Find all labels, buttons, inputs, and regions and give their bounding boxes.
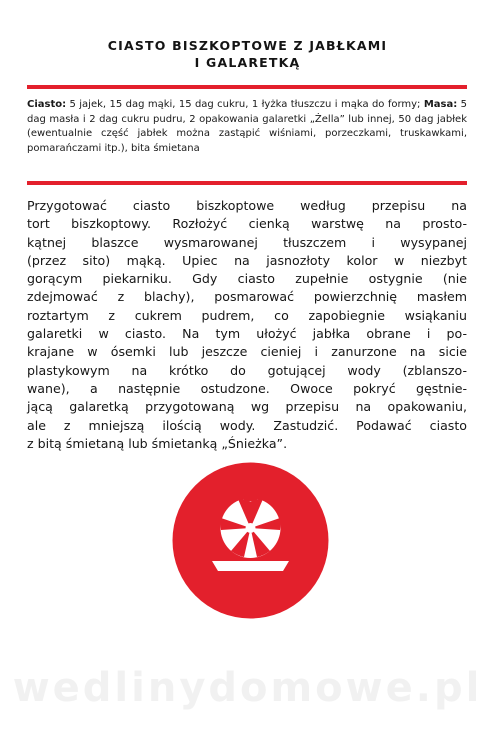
instruction-line: krajane w ósemki lub jeszcze cieniej i zanurzone na sicie bbox=[27, 344, 467, 360]
instructions-block bbox=[27, 197, 467, 453]
instruction-line: gorącym piekarniku. Gdy ciasto zupełnie ostygnie (nie bbox=[27, 271, 467, 287]
instruction-line: ale z mniejszą ilością wody. Zastudzić. Podawać ciasto bbox=[27, 417, 467, 433]
masa-ingredients: 5 dag masła i 2 dag cukru pudru, 2 opakowania galaretki „Żella” lub innej, 50 dag jabłek (ewentualnie część jabłek można zastąpić wiśniami, porzeczkami, truskawkami, pomarańczami itp.), bita śmietana bbox=[27, 99, 467, 154]
ciasto-ingredients: 5 jajek, 15 dag mąki, 15 dag cukru, 1 łyżka tłuszczu i mąka do formy; bbox=[66, 99, 424, 110]
ingredients-block bbox=[27, 98, 467, 156]
apple-on-plate-icon bbox=[172, 462, 329, 619]
recipe-title bbox=[60, 37, 435, 71]
instruction-line: roztartym z cukrem pudrem, co zapobiegnie wsiąkaniu bbox=[27, 307, 467, 323]
recipe-title-line-1: CIASTO BISZKOPTOWE Z JABŁKAMI bbox=[107, 38, 388, 53]
top-red-divider bbox=[27, 85, 467, 89]
instruction-line: jącą galaretką przygotowaną wg przepisu na opakowaniu, bbox=[27, 399, 467, 415]
instruction-line: tort biszkoptowy. Rozłożyć cienką warstwę na prosto- bbox=[27, 216, 467, 232]
ciasto-label: Ciasto: bbox=[27, 99, 67, 110]
middle-red-divider bbox=[27, 181, 467, 185]
instruction-line: galaretki w ciasto. Na tym ułożyć jabłka obrane i po- bbox=[27, 326, 467, 342]
instruction-line: plastykowym na krótko do gotującej wody (zblanszo- bbox=[27, 362, 467, 378]
instruction-line: zdejmować z blachy), posmarować powierzchnię masłem bbox=[27, 289, 467, 305]
instruction-line: z bitą śmietaną lub śmietanką „Śnieżka”. bbox=[27, 435, 288, 451]
instruction-line: Przygotować ciasto biszkoptowe według przepisu na bbox=[27, 198, 467, 213]
watermark: wedlinydomowe.pl bbox=[12, 665, 483, 711]
instruction-line: (przez sito) mąką. Upiec na jasnozłoty kolor w niezbyt bbox=[27, 252, 467, 268]
masa-label: Masa: bbox=[423, 99, 458, 110]
instruction-line: kątnej blaszce wysmarowanej tłuszczem i wysypanej bbox=[27, 234, 467, 250]
plate-icon bbox=[212, 561, 289, 571]
instruction-line: wane), a następnie ostudzone. Owoce pokryć gęstnie- bbox=[27, 380, 467, 396]
recipe-title-line-2: I GALARETKĄ bbox=[194, 55, 301, 70]
